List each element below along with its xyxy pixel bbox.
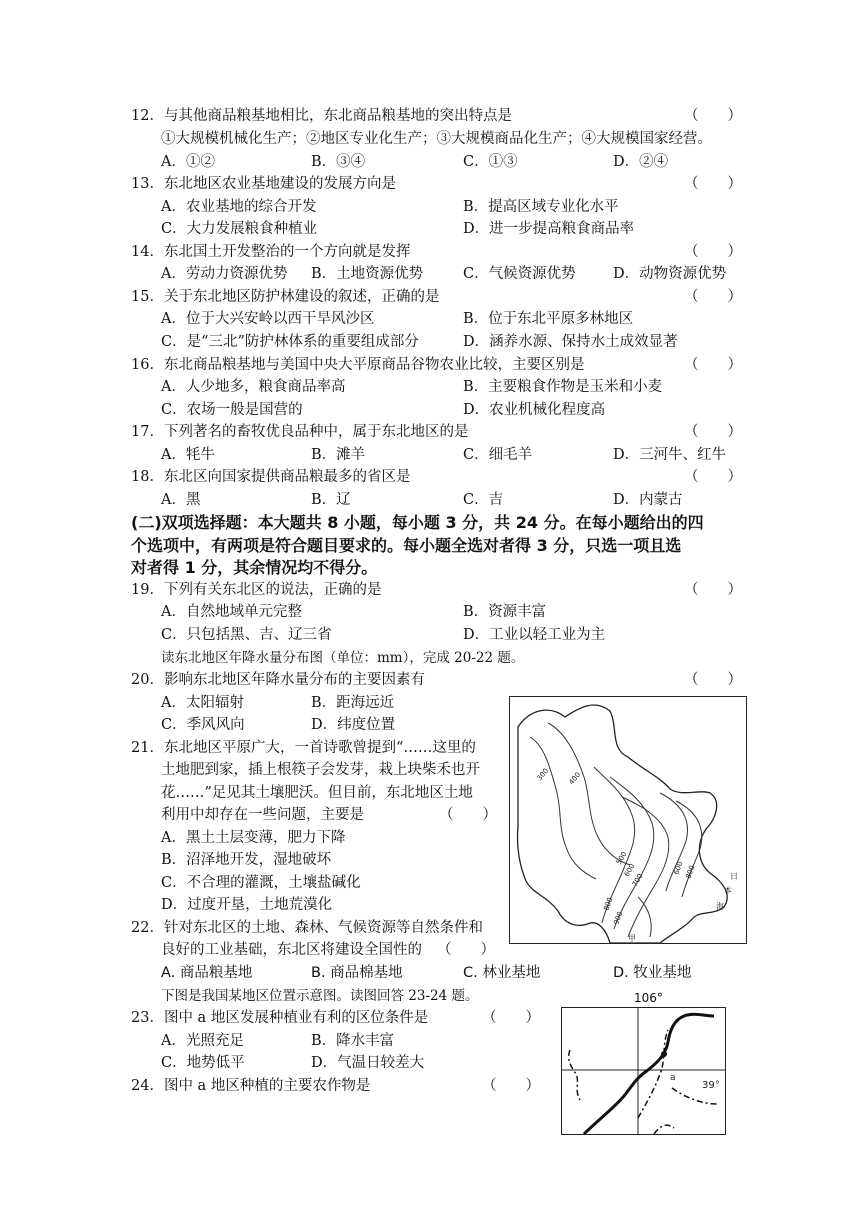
point-a-marker xyxy=(661,1051,667,1057)
q22-option-c: C. 林业基地 xyxy=(463,965,541,981)
q12-option-b: B．③④ xyxy=(311,154,366,170)
q12-option-c: C．①③ xyxy=(463,154,518,170)
q15-answer-paren: （ ） xyxy=(684,289,742,305)
q18-answer-paren: （ ） xyxy=(684,469,742,485)
q17-option-c: C．细毛羊 xyxy=(463,447,533,463)
contour-line xyxy=(594,767,635,926)
q19-stem: 19．下列有关东北区的说法，正确的是 xyxy=(131,582,382,598)
q22-line-2: 良好的工业基础，东北区将建设全国性的 xyxy=(161,942,422,958)
q22-option-a: A. 商品粮基地 xyxy=(161,965,253,981)
q22-option-d: D. 牧业基地 xyxy=(613,965,692,981)
q19-option-b: B．资源丰富 xyxy=(463,604,547,620)
q18-option-c: C．吉 xyxy=(463,492,504,508)
contour-line xyxy=(548,723,630,865)
q20-option-c: C．季风风向 xyxy=(161,717,245,733)
q19-option-a: A．自然地域单元完整 xyxy=(161,604,302,620)
q18-option-b: B．辽 xyxy=(311,492,351,508)
q23-option-b: B．降水丰富 xyxy=(311,1033,395,1049)
q14-option-c: C．气候资源优势 xyxy=(463,266,576,282)
location-map-svg xyxy=(562,1008,725,1134)
q12-note: ①大规模机械化生产；②地区专业化生产；③大规模商品化生产；④大规模国家经营。 xyxy=(161,131,712,147)
longitude-label: 106° xyxy=(634,991,663,1005)
q20-stem: 20．影响东北地区年降水量分布的主要因素有 xyxy=(131,672,425,688)
contour-label: 500 xyxy=(614,850,629,866)
q13-answer-paren: （ ） xyxy=(684,176,742,192)
q13-option-c: C．大力发展粮食种植业 xyxy=(161,221,318,237)
q24-stem: 24．图中 a 地区种植的主要农作物是 xyxy=(131,1078,371,1094)
section2-line-1: (二)双项选择题：本大题共 8 小题，每小题 3 分，共 24 分。在每小题给出的四 xyxy=(131,513,704,532)
region-boundary xyxy=(517,705,727,943)
q13-stem: 13．东北地区农业基地建设的发展方向是 xyxy=(131,176,396,192)
q16-answer-paren: （ ） xyxy=(684,357,742,373)
q21-option-c: C．不合理的灌溉，土壤盐碱化 xyxy=(161,875,361,891)
place-label: 甲 xyxy=(628,934,636,943)
q23-option-d: D．气温日较差大 xyxy=(311,1055,425,1071)
section2-line-3: 对者得 1 分，其余情况均不得分。 xyxy=(131,558,378,577)
q23-answer-paren: （ ） xyxy=(482,1010,540,1026)
map1-intro: 读东北地区年降水量分布图（单位：mm），完成 20-22 题。 xyxy=(161,650,525,666)
q17-option-a: A．牦牛 xyxy=(161,447,215,463)
contour-label: 600 xyxy=(622,862,637,878)
boundary-line xyxy=(654,1125,674,1134)
section2-line-2: 个选项中，有两项是符合题目要求的。每小题全选对者得 3 分，只选一项且选 xyxy=(131,536,682,555)
q18-stem: 18．东北区向国家提供商品粮最多的省区是 xyxy=(131,469,411,485)
contour-label: 600 xyxy=(672,860,685,876)
q20-option-d: D．纬度位置 xyxy=(311,717,396,733)
q16-stem: 16．东北商品粮基地与美国中央大平原商品谷物农业比较，主要区别是 xyxy=(131,357,585,373)
q15-stem: 15．关于东北地区防护林建设的叙述，正确的是 xyxy=(131,289,440,305)
q18-option-a: A．黑 xyxy=(161,492,201,508)
contour-label: 900 xyxy=(612,910,625,926)
q23-option-a: A．光照充足 xyxy=(161,1033,244,1049)
contour-label: 700 xyxy=(630,872,645,888)
latitude-label: 39° xyxy=(702,1080,720,1091)
contour-label: 300 xyxy=(535,766,551,783)
q18-option-d: D．内蒙古 xyxy=(613,492,683,508)
q16-option-d: D．农业机械化程度高 xyxy=(463,402,606,418)
map2-intro: 下图是我国某地区位置示意图。读图回答 23-24 题。 xyxy=(161,988,479,1004)
q17-option-d: D．三河牛、红牛 xyxy=(613,447,727,463)
precipitation-map xyxy=(509,696,747,944)
sea-label: 海 xyxy=(716,902,724,911)
q17-option-b: B．滩羊 xyxy=(311,447,366,463)
contour-line xyxy=(610,777,654,929)
point-a-label: a xyxy=(670,1073,676,1083)
q13-option-b: B．提高区域专业化水平 xyxy=(463,199,619,215)
q15-option-b: B．位于东北平原多林地区 xyxy=(463,311,634,327)
q21-line-3: 花……”足见其土壤肥沃。但目前，东北地区土地 xyxy=(161,785,473,801)
river-line xyxy=(584,1014,714,1134)
q22-option-b: B. 商品棉基地 xyxy=(311,965,403,981)
q23-stem: 23．图中 a 地区发展种植业有利的区位条件是 xyxy=(131,1010,429,1026)
q21-answer-paren: （ ） xyxy=(439,807,497,823)
q12-answer-paren: （ ） xyxy=(684,108,742,124)
sea-label: 日 xyxy=(730,872,738,881)
q19-answer-paren: （ ） xyxy=(684,582,742,598)
q21-option-a: A．黑土土层变薄，肥力下降 xyxy=(161,830,346,846)
contour-line xyxy=(660,793,688,891)
sea-label: 本 xyxy=(724,886,732,895)
q16-option-c: C．农场一般是国营的 xyxy=(161,402,303,418)
q14-answer-paren: （ ） xyxy=(684,244,742,260)
q22-answer-paren: （ ） xyxy=(437,942,495,958)
q14-stem: 14．东北国土开发整治的一个方向就是发挥 xyxy=(131,244,411,260)
q21-line-4: 利用中却存在一些问题，主要是 xyxy=(161,807,364,823)
q15-option-c: C．是“三北”防护林体系的重要组成部分 xyxy=(161,334,419,350)
contour-label: 400 xyxy=(567,770,583,787)
q20-option-b: B．距海远近 xyxy=(311,695,395,711)
q13-option-d: D．进一步提高粮食商品率 xyxy=(463,221,635,237)
q16-option-a: A．人少地多，粮食商品率高 xyxy=(161,379,346,395)
q21-option-b: B．沼泽地开发，湿地破坏 xyxy=(161,852,332,868)
boundary-line xyxy=(569,1050,580,1100)
contour-line xyxy=(676,801,702,897)
q24-answer-paren: （ ） xyxy=(482,1078,540,1094)
q22-line-1: 22．针对东北区的土地、森林、气候资源等自然条件和 xyxy=(131,920,483,936)
q17-answer-paren: （ ） xyxy=(684,424,742,440)
q20-option-a: A．太阳辐射 xyxy=(161,695,244,711)
q12-stem: 12．与其他商品粮基地相比，东北商品粮基地的突出特点是 xyxy=(131,108,512,124)
q15-option-d: D．涵养水源、保持水土成效显著 xyxy=(463,334,678,350)
q15-option-a: A．位于大兴安岭以西干旱风沙区 xyxy=(161,311,375,327)
q23-option-c: C．地势低平 xyxy=(161,1055,245,1071)
q14-option-b: B．土地资源优势 xyxy=(311,266,424,282)
q14-option-d: D．动物资源优势 xyxy=(613,266,727,282)
q17-stem: 17．下列著名的畜牧优良品种中，属于东北地区的是 xyxy=(131,424,469,440)
contour-label: 800 xyxy=(684,864,697,880)
q19-option-c: C．只包括黑、吉、辽三省 xyxy=(161,627,332,643)
q21-option-d: D．过度开垦，土地荒漠化 xyxy=(161,897,333,913)
precipitation-map-svg xyxy=(510,697,746,943)
contour-label: 800 xyxy=(602,896,615,912)
q21-line-1: 21．东北地区平原广大，一首诗歌曾提到“……这里的 xyxy=(131,740,476,756)
q14-option-a: A．劳动力资源优势 xyxy=(161,266,288,282)
location-map xyxy=(561,1007,726,1135)
q16-option-b: B．主要粮食作物是玉米和小麦 xyxy=(463,379,663,395)
contour-line xyxy=(530,737,596,879)
q13-option-a: A．农业基地的综合开发 xyxy=(161,199,317,215)
q21-line-2: 土地肥到家，插上根筷子会发芽，栽上块柴禾也开 xyxy=(161,762,480,778)
q19-option-d: D．工业以轻工业为主 xyxy=(463,627,606,643)
q20-answer-paren: （ ） xyxy=(684,672,742,688)
q12-option-a: A．①② xyxy=(161,154,215,170)
q12-option-d: D．②④ xyxy=(613,154,669,170)
